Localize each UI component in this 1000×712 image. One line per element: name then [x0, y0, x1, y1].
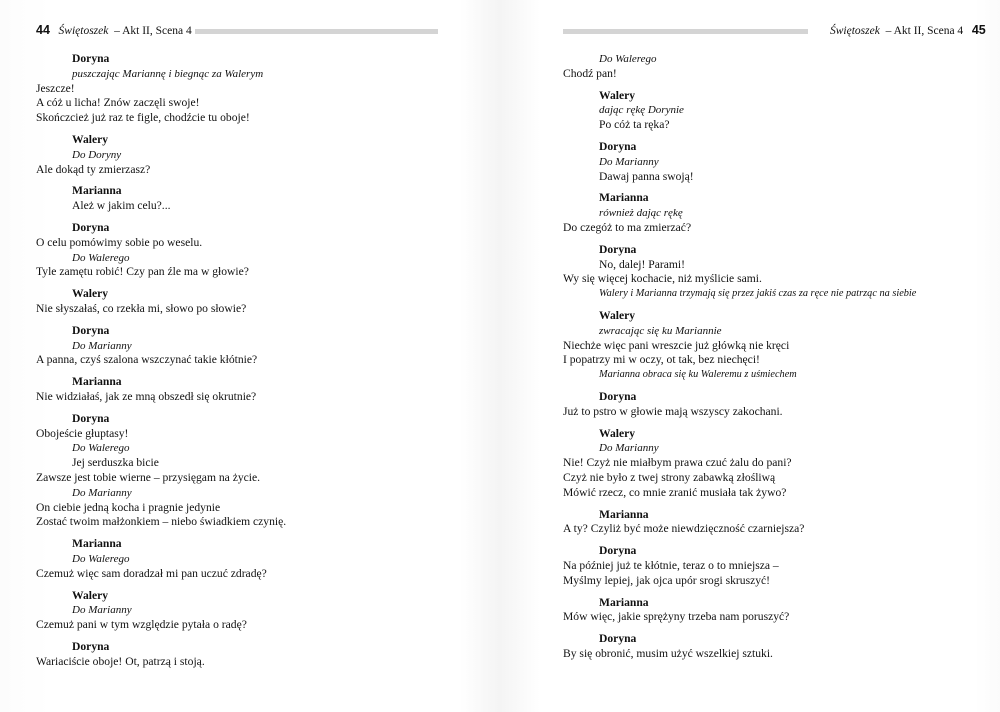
page-number: 45 — [971, 23, 986, 37]
speaker-name: Marianna — [599, 191, 649, 205]
stage-direction: Do Walerego — [72, 442, 130, 455]
stage-direction: Marianna obraca się ku Waleremu z uśmiechem — [599, 369, 797, 381]
dialogue-block — [563, 596, 916, 626]
stage-direction: Do Marianny — [72, 339, 132, 352]
dialogue-block — [563, 191, 916, 235]
dialogue-block — [563, 309, 916, 383]
stage-direction: Do Marianny — [72, 604, 132, 617]
header-scene: – Akt II, Scena 4 — [885, 25, 964, 37]
speaker-name: Doryna — [599, 139, 637, 153]
verse-line: Do czegóż to ma zmierzać? — [563, 220, 692, 234]
dialogue-block — [36, 375, 286, 405]
stage-direction: Do Marianny — [72, 486, 132, 499]
right-page — [500, 0, 1000, 712]
running-header — [830, 23, 986, 39]
verse-line: Tyle zamętu robić! Czy pan źle ma w głowie? — [36, 265, 249, 279]
speaker-name: Doryna — [599, 389, 637, 403]
verse-line: Jej serduszka bicie — [72, 456, 159, 470]
stage-direction: Do Walerego — [72, 251, 130, 264]
verse-line: Na później już te kłótnie, teraz o to mniejsza – — [563, 558, 779, 572]
verse-line: Skończcież już raz te figle, chodźcie tu oboje! — [36, 111, 250, 125]
speaker-name: Walery — [72, 287, 109, 301]
verse-line: Po cóż ta ręka? — [599, 118, 670, 132]
stage-direction: Do Walerego — [72, 552, 130, 565]
verse-line: Niechże więc pani wreszcie już główką nie kręci — [563, 338, 790, 352]
speaker-name: Doryna — [599, 544, 637, 558]
stage-direction: Walery i Marianna trzymają się przez jakiś czas za ręce nie patrząc na siebie — [599, 288, 917, 300]
speaker-name: Marianna — [599, 507, 649, 521]
speaker-name: Marianna — [72, 184, 122, 198]
verse-line: On ciebie jedną kocha i pragnie jedynie — [36, 500, 221, 514]
page-number: 44 — [36, 23, 50, 37]
verse-line: Ale dokąd ty zmierzasz? — [36, 162, 151, 176]
verse-line: Czemuż więc sam doradzał mi pan uczuć zdradę? — [36, 566, 267, 580]
verse-line: Wariaciście oboje! Ot, patrzą i stoją. — [36, 654, 205, 668]
dialogue-block — [36, 221, 286, 280]
dialogue-block — [563, 243, 916, 302]
stage-direction: puszczając Mariannę i biegnąc za Walerym — [72, 67, 264, 80]
verse-line: Chodź pan! — [563, 66, 617, 80]
verse-line: Wy się więcej kochacie, niż myślicie sami. — [563, 272, 762, 286]
dialogue-block — [563, 508, 916, 538]
dialogue-block — [36, 589, 286, 633]
verse-line: Dawaj panna swoją! — [599, 169, 694, 183]
verse-line: A ty? Czyliż być może niewdzięczność czarniejsza? — [563, 522, 805, 536]
dialogue-block — [36, 52, 286, 126]
verse-line: Czemuż pani w tym względzie pytała o radę? — [36, 618, 247, 632]
speaker-name: Marianna — [599, 595, 649, 609]
dialogue-block — [36, 184, 286, 214]
verse-line: Czyż nie było z twej strony zabawką złośliwą — [563, 470, 776, 484]
speaker-name: Doryna — [72, 323, 110, 337]
verse-line: By się obronić, musim użyć wszelkiej sztuki. — [563, 646, 773, 660]
speaker-name: Marianna — [72, 537, 122, 551]
stage-direction: zwracając się ku Mariannie — [599, 324, 722, 337]
stage-direction: Do Marianny — [599, 442, 659, 455]
verse-line: Mówić rzecz, co mnie zranić musiała tak żywo? — [563, 485, 787, 499]
speaker-name: Doryna — [72, 220, 110, 234]
dialogue-block — [36, 133, 286, 177]
dialogue-block — [563, 390, 916, 420]
dialogue-block — [36, 324, 286, 368]
dialogue-block — [563, 544, 916, 588]
speaker-name: Walery — [599, 426, 636, 440]
running-header — [36, 23, 192, 39]
dialogue-block — [36, 640, 286, 670]
verse-line: No, dalej! Parami! — [599, 257, 685, 271]
header-title: Świętoszek — [58, 25, 109, 37]
stage-direction: Do Walerego — [599, 53, 657, 65]
verse-line: Nie słyszałaś, co rzekła mi, słowo po słowie? — [36, 301, 247, 315]
verse-line: Zawsze jest tobie wierne – przysięgam na życie. — [36, 470, 261, 484]
verse-line: Myślmy lepiej, jak ojca upór srogi skruszyć! — [563, 573, 771, 587]
speaker-name: Doryna — [72, 52, 110, 65]
header-rule — [563, 29, 808, 34]
speaker-name: Walery — [72, 132, 109, 146]
stage-direction: również dając rękę — [599, 207, 683, 220]
verse-line: Obojeście głuptasy! — [36, 426, 129, 440]
dialogue-block — [563, 427, 916, 501]
header-rule — [195, 29, 438, 34]
dialogue-block — [563, 140, 916, 184]
dialogue-block — [36, 412, 286, 530]
verse-line: A cóż u licha! Znów zaczęli swoje! — [36, 96, 200, 110]
speaker-name: Walery — [599, 88, 636, 102]
verse-line: Zostać twoim małżonkiem – niebo świadkiem czynię. — [36, 515, 287, 529]
stage-direction: dając rękę Dorynie — [599, 104, 684, 117]
dialogue-block — [563, 89, 916, 133]
verse-line: I popatrzy mi w oczy, ot tak, bez niechęci! — [563, 353, 760, 367]
speaker-name: Doryna — [72, 411, 110, 425]
speaker-name: Walery — [72, 588, 109, 602]
page-text — [36, 52, 286, 669]
speaker-name: Doryna — [72, 639, 110, 653]
verse-line: Mów więc, jakie sprężyny trzeba nam poruszyć? — [563, 610, 790, 624]
verse-line: O celu pomówimy sobie po weselu. — [36, 235, 203, 249]
verse-line: Nie! Czyż nie miałbym prawa czuć żalu do pani? — [563, 456, 792, 470]
verse-line: Jeszcze! — [36, 81, 75, 95]
verse-line: A panna, czyś szalona wszczynać takie kłótnie? — [36, 353, 258, 367]
speaker-name: Marianna — [72, 375, 122, 389]
verse-line: Ależ w jakim celu?... — [72, 199, 171, 213]
speaker-name: Walery — [599, 308, 636, 322]
stage-direction: Do Doryny — [72, 148, 122, 161]
dialogue-block — [36, 287, 286, 317]
header-title: Świętoszek — [830, 25, 880, 37]
dialogue-block — [563, 632, 916, 662]
stage-direction: Do Marianny — [599, 155, 659, 168]
verse-line: Nie widziałaś, jak ze mną obszedł się okrutnie? — [36, 389, 257, 403]
header-scene: – Akt II, Scena 4 — [114, 25, 192, 37]
dialogue-block — [563, 52, 916, 82]
speaker-name: Doryna — [599, 632, 637, 646]
speaker-name: Doryna — [599, 242, 637, 256]
dialogue-block — [36, 537, 286, 581]
verse-line: Już to pstro w głowie mają wszyscy zakochani. — [563, 404, 783, 418]
page-text — [563, 52, 916, 662]
